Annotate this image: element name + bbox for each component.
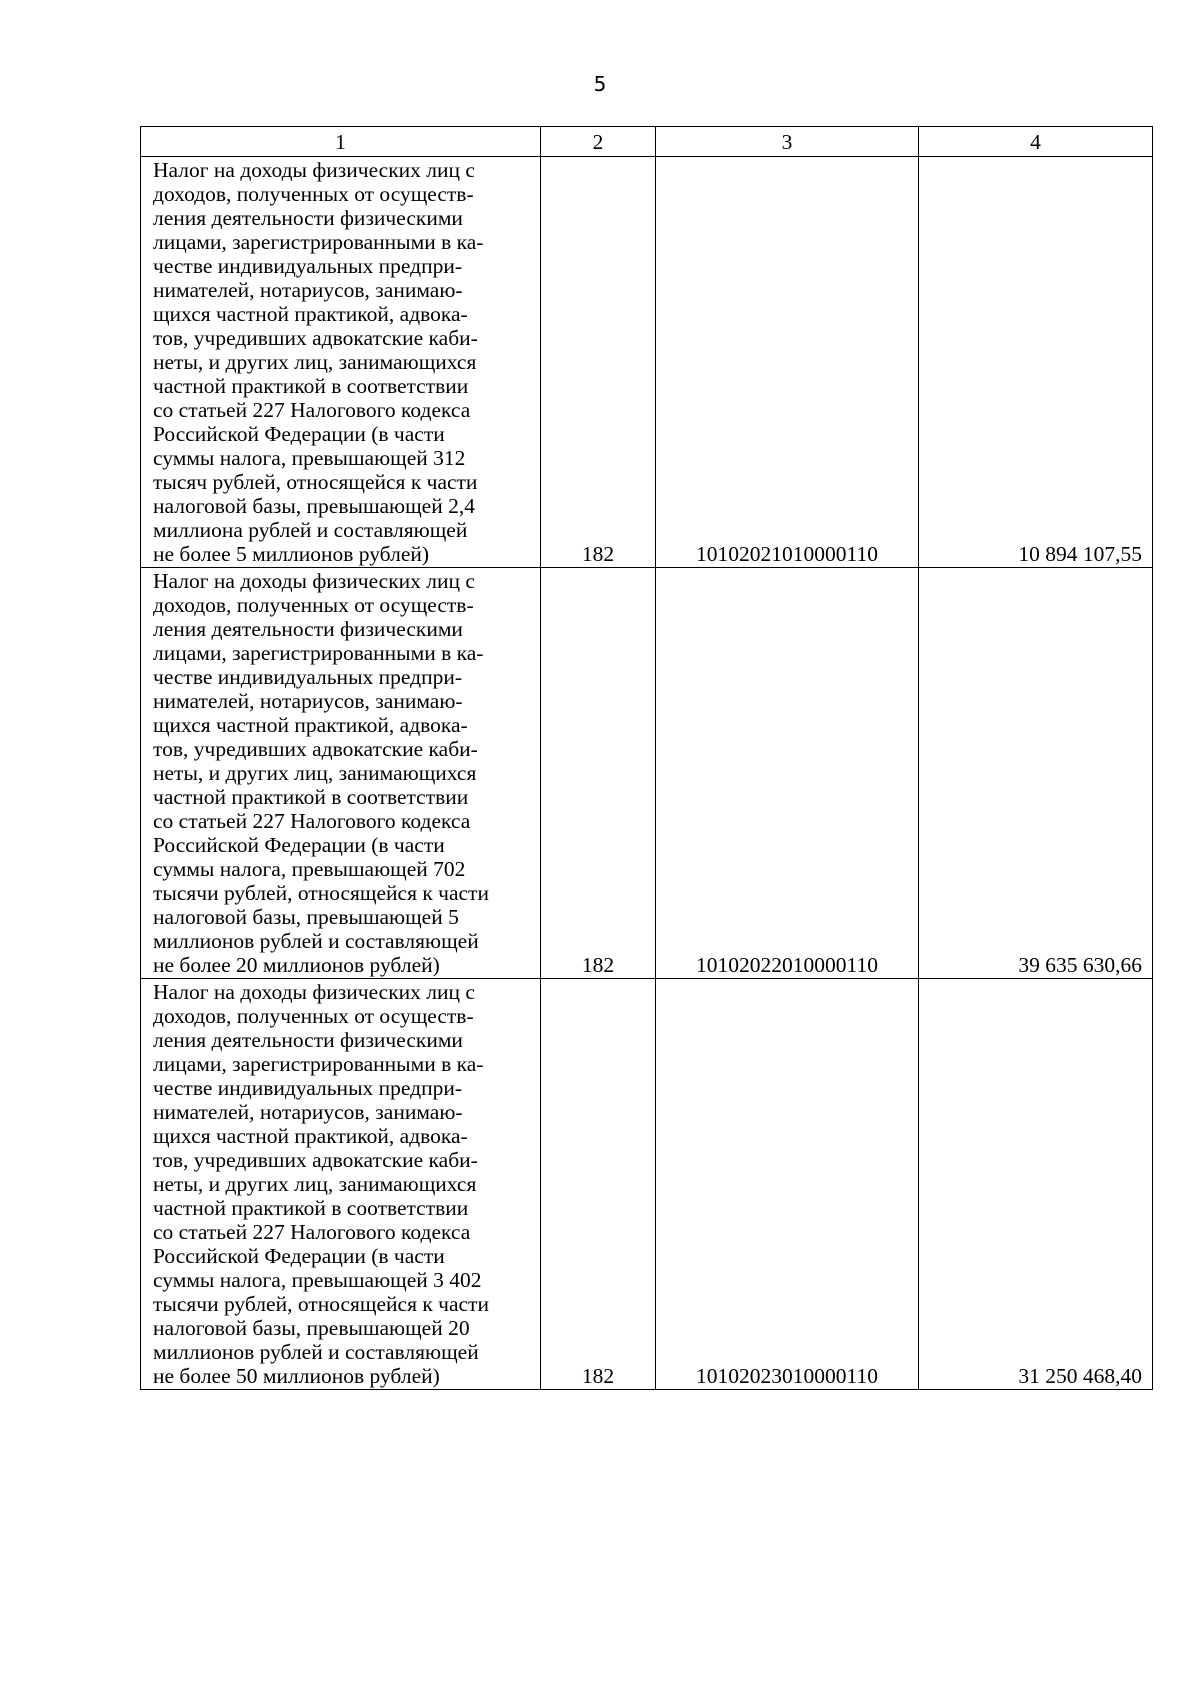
amount-cell: 10 894 107,55 bbox=[919, 157, 1153, 568]
description-line: неты, и других лиц, занимающихся bbox=[153, 350, 477, 374]
description-line: Российской Федерации (в части bbox=[153, 833, 445, 857]
description-line: тысячи рублей, относящейся к части bbox=[153, 1292, 489, 1316]
description-line: частной практикой в соответствии bbox=[153, 1196, 469, 1220]
description-line: миллионов рублей и составляющей bbox=[153, 1340, 479, 1364]
amount-cell: 39 635 630,66 bbox=[919, 568, 1153, 979]
admin-code-cell: 182 bbox=[541, 979, 656, 1390]
description-line: лицами, зарегистрированными в ка- bbox=[153, 1052, 484, 1076]
description-line: тысяч рублей, относящейся к части bbox=[153, 470, 478, 494]
header-col-4: 4 bbox=[919, 127, 1153, 157]
description-line: не более 20 миллионов рублей) bbox=[153, 953, 440, 977]
header-col-1: 1 bbox=[141, 127, 541, 157]
description-line: частной практикой в соответствии bbox=[153, 785, 469, 809]
description-line: налоговой базы, превышающей 20 bbox=[153, 1316, 470, 1340]
description-line: честве индивидуальных предпри- bbox=[153, 1076, 463, 1100]
description-line: щихся частной практикой, адвока- bbox=[153, 713, 468, 737]
description-line: Налог на доходы физических лиц с bbox=[153, 569, 475, 593]
table-body bbox=[141, 157, 1153, 1390]
page-number: 5 bbox=[593, 72, 607, 96]
description-line: Налог на доходы физических лиц с bbox=[153, 980, 475, 1004]
description-cell bbox=[141, 157, 541, 568]
description-line: тов, учредивших адвокатские каби- bbox=[153, 737, 478, 761]
header-col-2: 2 bbox=[541, 127, 656, 157]
description-line: щихся частной практикой, адвока- bbox=[153, 1124, 468, 1148]
amount-cell: 31 250 468,40 bbox=[919, 979, 1153, 1390]
description-line: Российской Федерации (в части bbox=[153, 1244, 445, 1268]
description-line: миллионов рублей и составляющей bbox=[153, 929, 479, 953]
description-line: нимателей, нотариусов, занимаю- bbox=[153, 689, 463, 713]
description-line: ления деятельности физическими bbox=[153, 617, 463, 641]
description-line: тысячи рублей, относящейся к части bbox=[153, 881, 489, 905]
revenue-code-cell: 10102022010000110 bbox=[656, 568, 919, 979]
description-line: доходов, полученных от осуществ- bbox=[153, 1004, 474, 1028]
description-line: тов, учредивших адвокатские каби- bbox=[153, 326, 478, 350]
description-line: со статьей 227 Налогового кодекса bbox=[153, 398, 471, 422]
description-line: со статьей 227 Налогового кодекса bbox=[153, 809, 471, 833]
revenue-code-cell: 10102021010000110 bbox=[656, 157, 919, 568]
description-line: лицами, зарегистрированными в ка- bbox=[153, 641, 484, 665]
description-line: миллиона рублей и составляющей bbox=[153, 518, 468, 542]
description-line: доходов, полученных от осуществ- bbox=[153, 593, 474, 617]
description-line: неты, и других лиц, занимающихся bbox=[153, 761, 477, 785]
description-line: Российской Федерации (в части bbox=[153, 422, 445, 446]
header-col-3: 3 bbox=[656, 127, 919, 157]
description-line: щихся частной практикой, адвока- bbox=[153, 302, 468, 326]
revenue-table bbox=[140, 126, 1153, 1390]
description-line: частной практикой в соответствии bbox=[153, 374, 469, 398]
description-line: нимателей, нотариусов, занимаю- bbox=[153, 1100, 463, 1124]
description-cell bbox=[141, 568, 541, 979]
description-line: суммы налога, превышающей 702 bbox=[153, 857, 466, 881]
description-line: суммы налога, превышающей 3 402 bbox=[153, 1268, 482, 1292]
description-line: налоговой базы, превышающей 2,4 bbox=[153, 494, 475, 518]
description-line: не более 5 миллионов рублей) bbox=[153, 542, 430, 566]
description-line: честве индивидуальных предпри- bbox=[153, 665, 463, 689]
table-row bbox=[141, 568, 1153, 979]
description-cell bbox=[141, 979, 541, 1390]
description-line: доходов, полученных от осуществ- bbox=[153, 182, 474, 206]
table-header-row bbox=[141, 127, 1153, 157]
admin-code-cell: 182 bbox=[541, 157, 656, 568]
description-line: суммы налога, превышающей 312 bbox=[153, 446, 466, 470]
description-line: неты, и других лиц, занимающихся bbox=[153, 1172, 477, 1196]
description-line: не более 50 миллионов рублей) bbox=[153, 1364, 440, 1388]
description-line: со статьей 227 Налогового кодекса bbox=[153, 1220, 471, 1244]
description-line: налоговой базы, превышающей 5 bbox=[153, 905, 459, 929]
description-line: Налог на доходы физических лиц с bbox=[153, 158, 475, 182]
admin-code-cell: 182 bbox=[541, 568, 656, 979]
description-line: ления деятельности физическими bbox=[153, 206, 463, 230]
description-line: ления деятельности физическими bbox=[153, 1028, 463, 1052]
description-line: лицами, зарегистрированными в ка- bbox=[153, 230, 484, 254]
description-line: тов, учредивших адвокатские каби- bbox=[153, 1148, 478, 1172]
table-row bbox=[141, 979, 1153, 1390]
revenue-code-cell: 10102023010000110 bbox=[656, 979, 919, 1390]
description-line: нимателей, нотариусов, занимаю- bbox=[153, 278, 463, 302]
description-line: честве индивидуальных предпри- bbox=[153, 254, 463, 278]
table-row bbox=[141, 157, 1153, 568]
